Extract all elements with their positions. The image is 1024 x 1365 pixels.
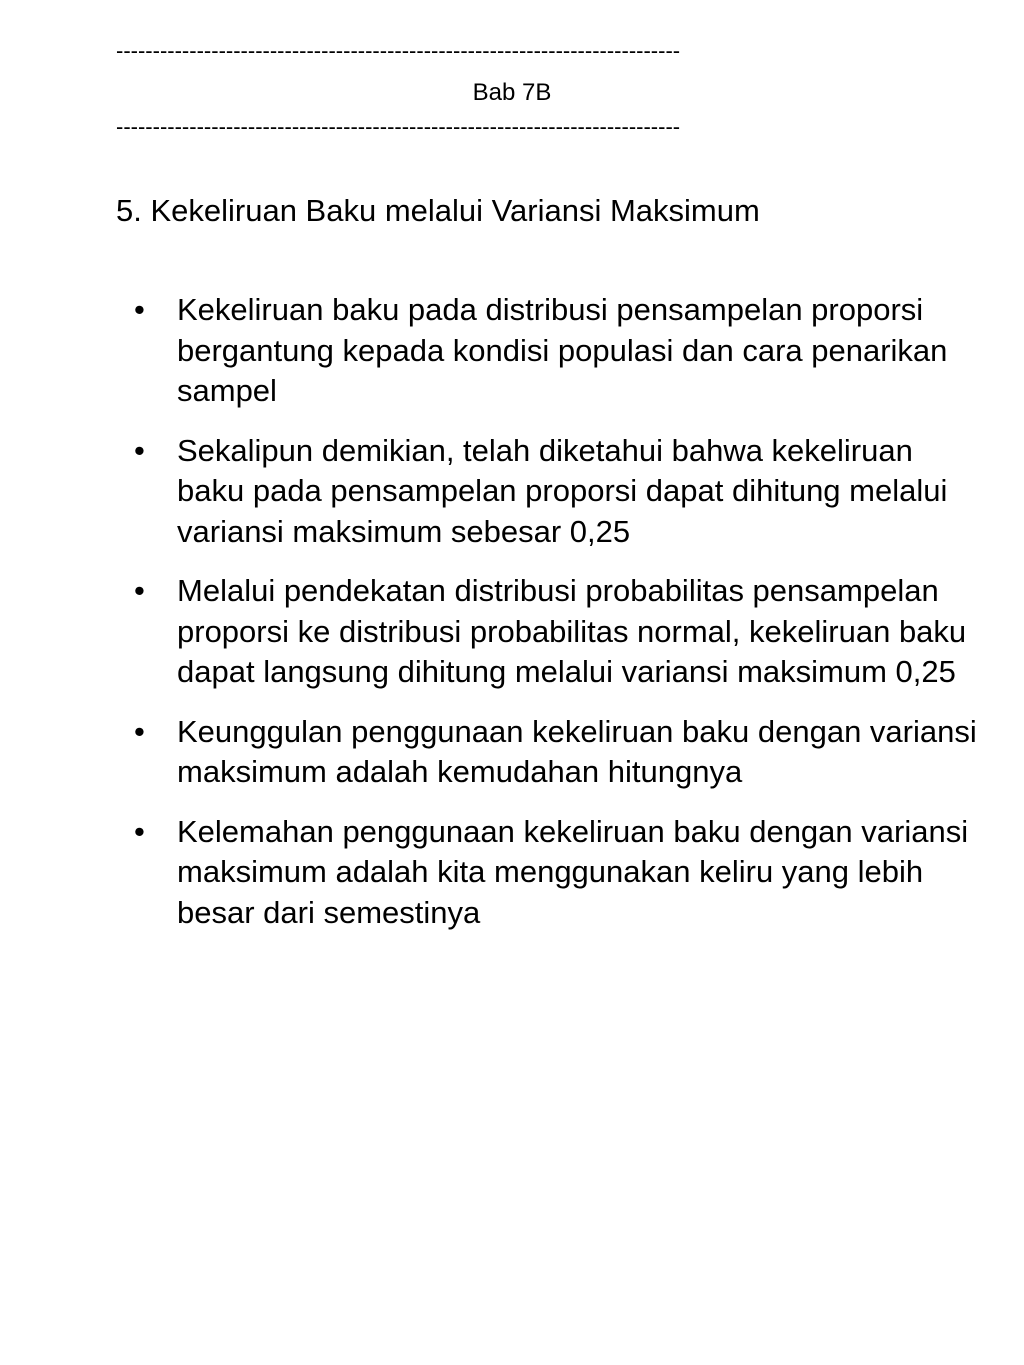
bullet-item bbox=[0, 712, 1024, 793]
bullet-marker: • bbox=[134, 292, 145, 327]
header-rule-bottom: ----------------------------------------------------------------------------- bbox=[116, 114, 681, 139]
bullet-list bbox=[0, 290, 1024, 952]
bullet-text: Melalui pendekatan distribusi probabilitas pensampelan proporsi ke distribusi probabilitas normal, kekeliruan baku dapat langsung dihitung melalui variansi maksimum 0,25 bbox=[177, 573, 967, 689]
bullet-text: Keunggulan penggunaan kekeliruan baku dengan variansi maksimum adalah kemudahan hitungnya bbox=[177, 713, 977, 789]
bullet-text: Kekeliruan baku pada distribusi pensampelan proporsi bergantung kepada kondisi populasi dan cara penarikan sampel bbox=[177, 292, 948, 408]
bullet-item bbox=[0, 571, 1024, 693]
bullet-marker: • bbox=[134, 713, 145, 749]
section-title: 5. Kekeliruan Baku melalui Variansi Maksimum bbox=[116, 193, 760, 228]
bullet-marker: • bbox=[134, 573, 145, 608]
bullet-item bbox=[0, 812, 1024, 934]
header-rule-top: ----------------------------------------------------------------------------- bbox=[116, 38, 681, 63]
bullet-marker: • bbox=[134, 813, 145, 849]
bullet-marker: • bbox=[134, 432, 145, 468]
chapter-label: Bab 7B bbox=[472, 79, 552, 106]
bullet-text: Kelemahan penggunaan kekeliruan baku dengan variansi maksimum adalah kita menggunakan keliru yang lebih besar dari semestinya bbox=[177, 813, 969, 930]
bullet-item bbox=[0, 431, 1024, 553]
bullet-text: Sekalipun demikian, telah diketahui bahwa kekeliruan baku pada pensampelan proporsi dapat dihitung melalui variansi maksimum sebesar 0,25 bbox=[177, 432, 948, 549]
bullet-item bbox=[0, 290, 1024, 412]
